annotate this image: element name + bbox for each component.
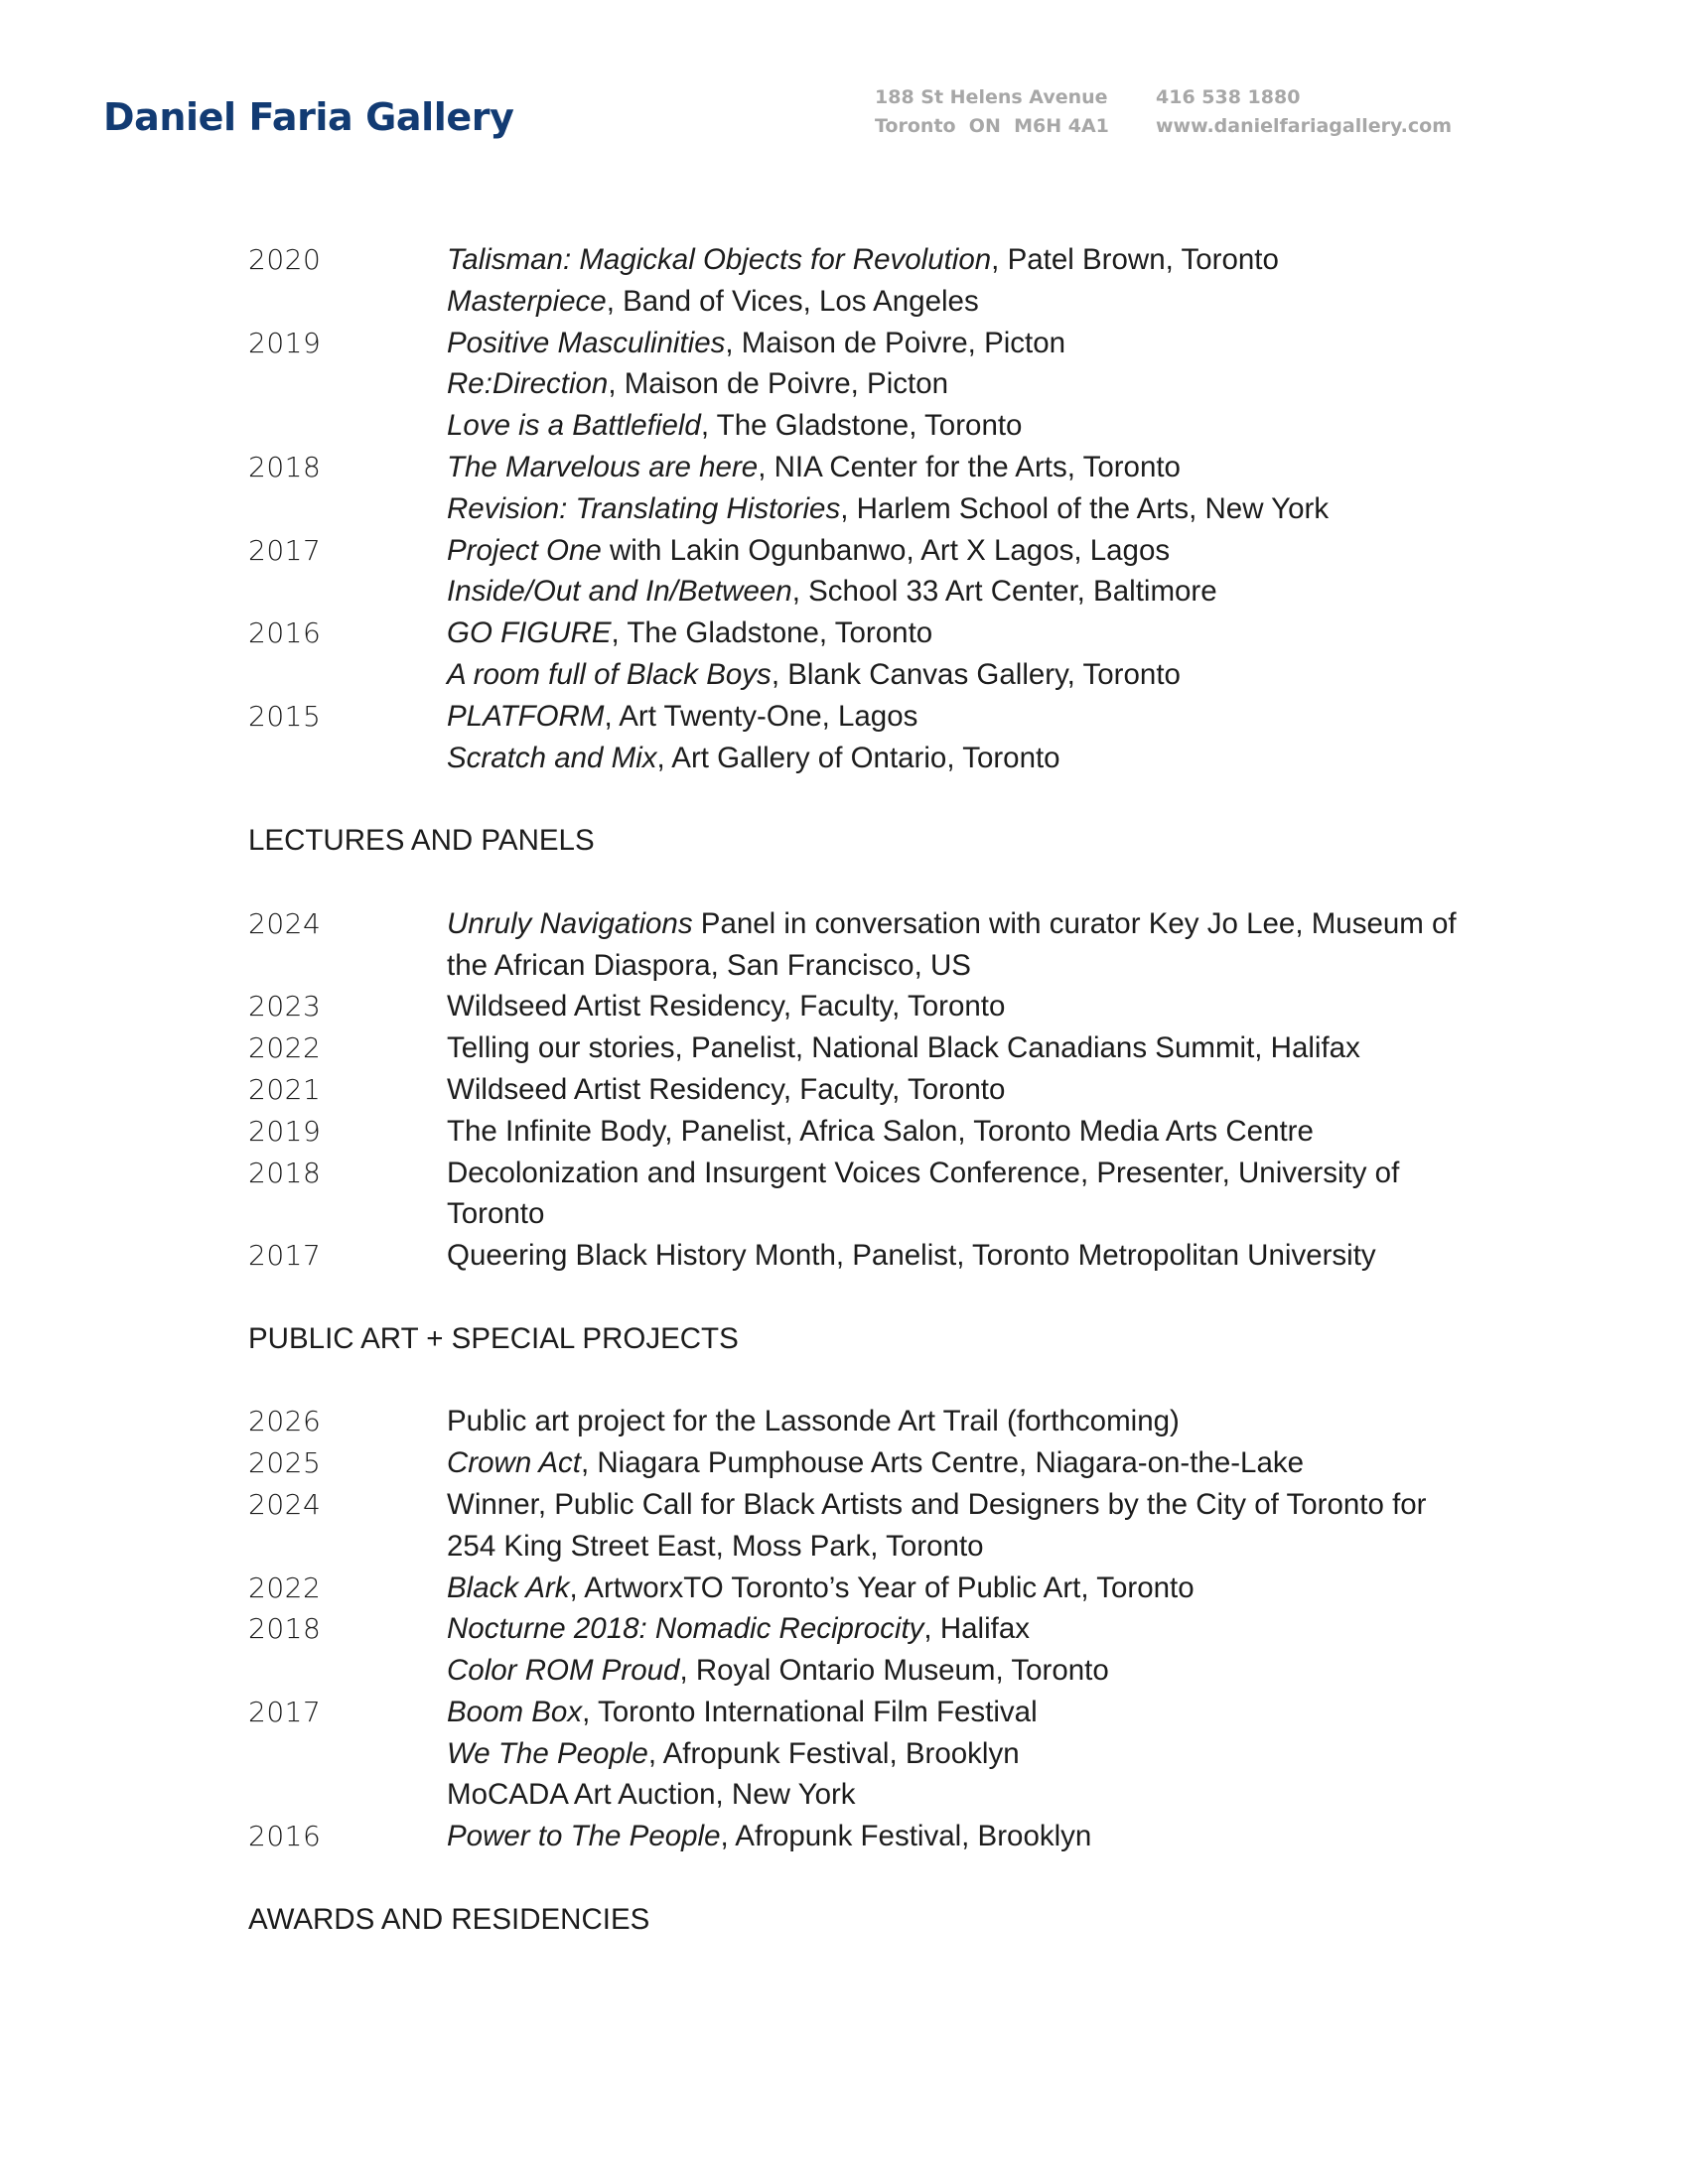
entry-title: Project One [447, 533, 602, 567]
cv-entry [248, 738, 1470, 779]
entry-text [447, 447, 1470, 488]
entry-text [447, 1608, 1470, 1650]
cv-entry [248, 447, 1470, 488]
entry-continuation: the African Diaspora, San Francisco, US [447, 948, 971, 982]
entry-details: , Patel Brown, Toronto [991, 243, 1279, 276]
entry-line [447, 363, 1470, 405]
entry-year [248, 1650, 447, 1692]
entry-title: Masterpiece [447, 284, 607, 318]
entry-details: , The Gladstone, Toronto [700, 409, 1023, 443]
entry-details: , School 33 Art Center, Baltimore [791, 575, 1217, 609]
entry-text [447, 1816, 1470, 1857]
entry-line [447, 654, 1470, 696]
entry-year [248, 281, 447, 323]
cv-entry [248, 1069, 1470, 1111]
entry-title: PLATFORM [447, 699, 605, 733]
entry-line [447, 1111, 1470, 1153]
entry-title: Scratch and Mix [447, 741, 657, 774]
entry-title: A room full of Black Boys [447, 657, 772, 691]
entry-details: , Band of Vices, Los Angeles [606, 284, 979, 318]
entry-title: Nocturne 2018: Nomadic Reciprocity [447, 1612, 924, 1646]
entry-year: 2015 [248, 699, 322, 733]
entry-details: Wildseed Artist Residency, Faculty, Toronto [447, 990, 1006, 1024]
entry-details: , Afropunk Festival, Brooklyn [647, 1736, 1020, 1770]
cv-entry [248, 1568, 1470, 1609]
entry-line [447, 1774, 1470, 1816]
entry-details: with Lakin Ogunbanwo, Art X Lagos, Lagos [601, 533, 1171, 567]
entry-line [447, 1153, 1470, 1194]
entry-details: , Maison de Poivre, Picton [608, 367, 949, 401]
entry-title: Unruly Navigations [447, 906, 693, 940]
entry-details: Panel in conversation with curator Key Jo Lee, Museum of [692, 906, 1457, 940]
entry-line [447, 1650, 1470, 1692]
entry-text [447, 696, 1470, 738]
entry-line [447, 696, 1470, 738]
cv-entry [248, 571, 1470, 613]
entry-line [447, 1484, 1470, 1526]
entry-text [447, 986, 1470, 1027]
cv-entry [248, 1111, 1470, 1153]
entry-year: 2017 [248, 1695, 322, 1728]
entry-year: 2025 [248, 1446, 322, 1480]
entry-year: 2026 [248, 1405, 322, 1438]
entry-year: 2019 [248, 1114, 322, 1148]
entry-text [447, 1774, 1470, 1816]
entry-year: 2020 [248, 243, 322, 276]
entry-year: 2022 [248, 1031, 322, 1065]
gallery-address [875, 83, 1109, 141]
cv-content [248, 239, 1470, 1981]
entry-year: 2016 [248, 1820, 322, 1853]
entry-year: 2024 [248, 906, 322, 940]
cv-entry [248, 1816, 1470, 1857]
entry-line [447, 986, 1470, 1027]
entry-details: , NIA Center for the Arts, Toronto [758, 450, 1181, 483]
entry-title: Black Ark [447, 1570, 570, 1604]
entry-line [447, 530, 1470, 572]
entry-details: , ArtworxTO Toronto’s Year of Public Art, Toronto [569, 1570, 1195, 1604]
cv-entry [248, 1027, 1470, 1069]
entry-line [447, 405, 1470, 447]
entry-line [447, 903, 1470, 945]
entry-line [447, 1401, 1470, 1442]
cv-entry [248, 1484, 1470, 1568]
entry-title: Talisman: Magickal Objects for Revolution [447, 243, 992, 276]
cv-entry [248, 323, 1470, 364]
letterhead [0, 0, 1688, 159]
entry-details: Queering Black History Month, Panelist, Toronto Metropolitan University [447, 1239, 1376, 1273]
entry-details: Wildseed Artist Residency, Faculty, Toronto [447, 1072, 1006, 1106]
entry-year: 2018 [248, 1156, 322, 1189]
entry-year: 2018 [248, 450, 322, 483]
lectures-list [248, 903, 1470, 1277]
entry-text [447, 1568, 1470, 1609]
entry-line [447, 323, 1470, 364]
entry-line [447, 1692, 1470, 1733]
entry-text [447, 323, 1470, 364]
entry-line [447, 447, 1470, 488]
cv-entry [248, 1442, 1470, 1484]
entry-year [248, 654, 447, 696]
cv-entry [248, 405, 1470, 447]
entry-text [447, 1027, 1470, 1069]
entry-line [447, 738, 1470, 779]
entry-line [447, 1027, 1470, 1069]
entry-text [447, 1153, 1470, 1236]
entry-details: Decolonization and Insurgent Voices Conference, Presenter, University of [447, 1156, 1400, 1189]
entry-text [447, 363, 1470, 405]
entry-text [447, 1692, 1470, 1733]
address-line-2: Toronto ON M6H 4A1 [875, 115, 1109, 137]
entry-details: , Blank Canvas Gallery, Toronto [771, 657, 1181, 691]
entry-year: 2017 [248, 533, 322, 567]
cv-entry [248, 903, 1470, 987]
entry-details: , Art Twenty-One, Lagos [604, 699, 918, 733]
section-heading-lectures: LECTURES AND PANELS [248, 824, 595, 858]
entry-text [447, 654, 1470, 696]
entry-text [447, 1111, 1470, 1153]
entry-line [447, 239, 1470, 281]
entry-line [447, 1608, 1470, 1650]
entry-details: , Halifax [923, 1612, 1030, 1646]
entry-line [447, 1069, 1470, 1111]
entry-details: Public art project for the Lassonde Art Trail (forthcoming) [447, 1405, 1180, 1438]
cv-entry [248, 696, 1470, 738]
entry-details: , Toronto International Film Festival [582, 1695, 1038, 1728]
cv-entry [248, 363, 1470, 405]
cv-entry [248, 488, 1470, 530]
entry-year: 2018 [248, 1612, 322, 1646]
cv-entry [248, 281, 1470, 323]
entry-details: Winner, Public Call for Black Artists and Designers by the City of Toronto for [447, 1487, 1427, 1521]
entry-text [447, 1484, 1470, 1568]
entry-details: Telling our stories, Panelist, National Black Canadians Summit, Halifax [447, 1031, 1360, 1065]
entry-details: , Afropunk Festival, Brooklyn [720, 1820, 1092, 1853]
cv-entry [248, 239, 1470, 281]
entry-line [447, 281, 1470, 323]
entry-year: 2023 [248, 990, 322, 1024]
entry-line [447, 1442, 1470, 1484]
public-art-list [248, 1401, 1470, 1857]
cv-entry [248, 1733, 1470, 1775]
entry-year: 2016 [248, 616, 322, 650]
entry-title: Inside/Out and In/Between [447, 575, 792, 609]
cv-entry [248, 1153, 1470, 1236]
entry-details: The Infinite Body, Panelist, Africa Salon, Toronto Media Arts Centre [447, 1114, 1314, 1148]
entry-title: Crown Act [447, 1446, 581, 1480]
entry-text [447, 1650, 1470, 1692]
entry-line [447, 1568, 1470, 1609]
entry-text [447, 488, 1470, 530]
entry-line [447, 613, 1470, 654]
entry-year [248, 488, 447, 530]
entry-year: 2019 [248, 326, 322, 359]
website-link[interactable]: www.danielfariagallery.com [1156, 115, 1452, 137]
cv-entry [248, 1650, 1470, 1692]
cv-entry [248, 1692, 1470, 1733]
entry-text [447, 1069, 1470, 1111]
entry-title: We The People [447, 1736, 648, 1770]
gallery-logo: Daniel Faria Gallery [103, 95, 514, 139]
entry-text [447, 281, 1470, 323]
entry-details: , Art Gallery of Ontario, Toronto [656, 741, 1060, 774]
entry-title: Re:Direction [447, 367, 609, 401]
entry-text [447, 571, 1470, 613]
entry-text [447, 738, 1470, 779]
entry-title: Positive Masculinities [447, 326, 726, 359]
entry-title: Boom Box [447, 1695, 583, 1728]
entry-details: , The Gladstone, Toronto [611, 616, 933, 650]
entry-details: , Niagara Pumphouse Arts Centre, Niagara-on-the-Lake [580, 1446, 1305, 1480]
cv-entry [248, 1401, 1470, 1442]
entry-text [447, 1442, 1470, 1484]
entry-year [248, 738, 447, 779]
entry-year [248, 571, 447, 613]
entry-year [248, 1733, 447, 1775]
entry-text [447, 613, 1470, 654]
entry-text [447, 405, 1470, 447]
entry-title: GO FIGURE [447, 616, 612, 650]
entry-text [447, 530, 1470, 572]
cv-entry [248, 530, 1470, 572]
cv-entry [248, 986, 1470, 1027]
entry-year [248, 1774, 447, 1816]
cv-entry [248, 1608, 1470, 1650]
entry-text [447, 903, 1470, 987]
entry-title: Color ROM Proud [447, 1654, 680, 1688]
entry-line [447, 1733, 1470, 1775]
entry-title: Power to The People [447, 1820, 721, 1853]
entry-line [447, 1816, 1470, 1857]
gallery-contact [1156, 83, 1452, 141]
entry-year [248, 405, 447, 447]
entry-text [447, 1401, 1470, 1442]
entry-line [447, 488, 1470, 530]
cv-entry [248, 613, 1470, 654]
entry-line [447, 571, 1470, 613]
entry-continuation: Toronto [447, 1197, 545, 1231]
entry-title: Revision: Translating Histories [447, 491, 841, 525]
exhibitions-list [248, 239, 1470, 778]
cv-entry [248, 654, 1470, 696]
entry-text [447, 1733, 1470, 1775]
entry-title: The Marvelous are here [447, 450, 759, 483]
entry-continuation: 254 King Street East, Moss Park, Toronto [447, 1529, 984, 1563]
entry-year: 2024 [248, 1487, 322, 1521]
entry-line [447, 1235, 1470, 1277]
entry-details: , Royal Ontario Museum, Toronto [679, 1654, 1109, 1688]
entry-text [447, 239, 1470, 281]
address-line-1: 188 St Helens Avenue [875, 86, 1108, 108]
entry-text [447, 1235, 1470, 1277]
entry-details: MoCADA Art Auction, New York [447, 1778, 856, 1812]
entry-title: Love is a Battlefield [447, 409, 701, 443]
cv-entry [248, 1774, 1470, 1816]
entry-year: 2017 [248, 1239, 322, 1273]
cv-entry [248, 1235, 1470, 1277]
phone-number: 416 538 1880 [1156, 86, 1301, 108]
entry-year [248, 363, 447, 405]
entry-details: , Maison de Poivre, Picton [725, 326, 1066, 359]
entry-year: 2022 [248, 1570, 322, 1604]
entry-year: 2021 [248, 1072, 322, 1106]
section-heading-public-art: PUBLIC ART + SPECIAL PROJECTS [248, 1321, 739, 1355]
section-heading-awards: AWARDS AND RESIDENCIES [248, 1902, 650, 1936]
entry-details: , Harlem School of the Arts, New York [840, 491, 1330, 525]
